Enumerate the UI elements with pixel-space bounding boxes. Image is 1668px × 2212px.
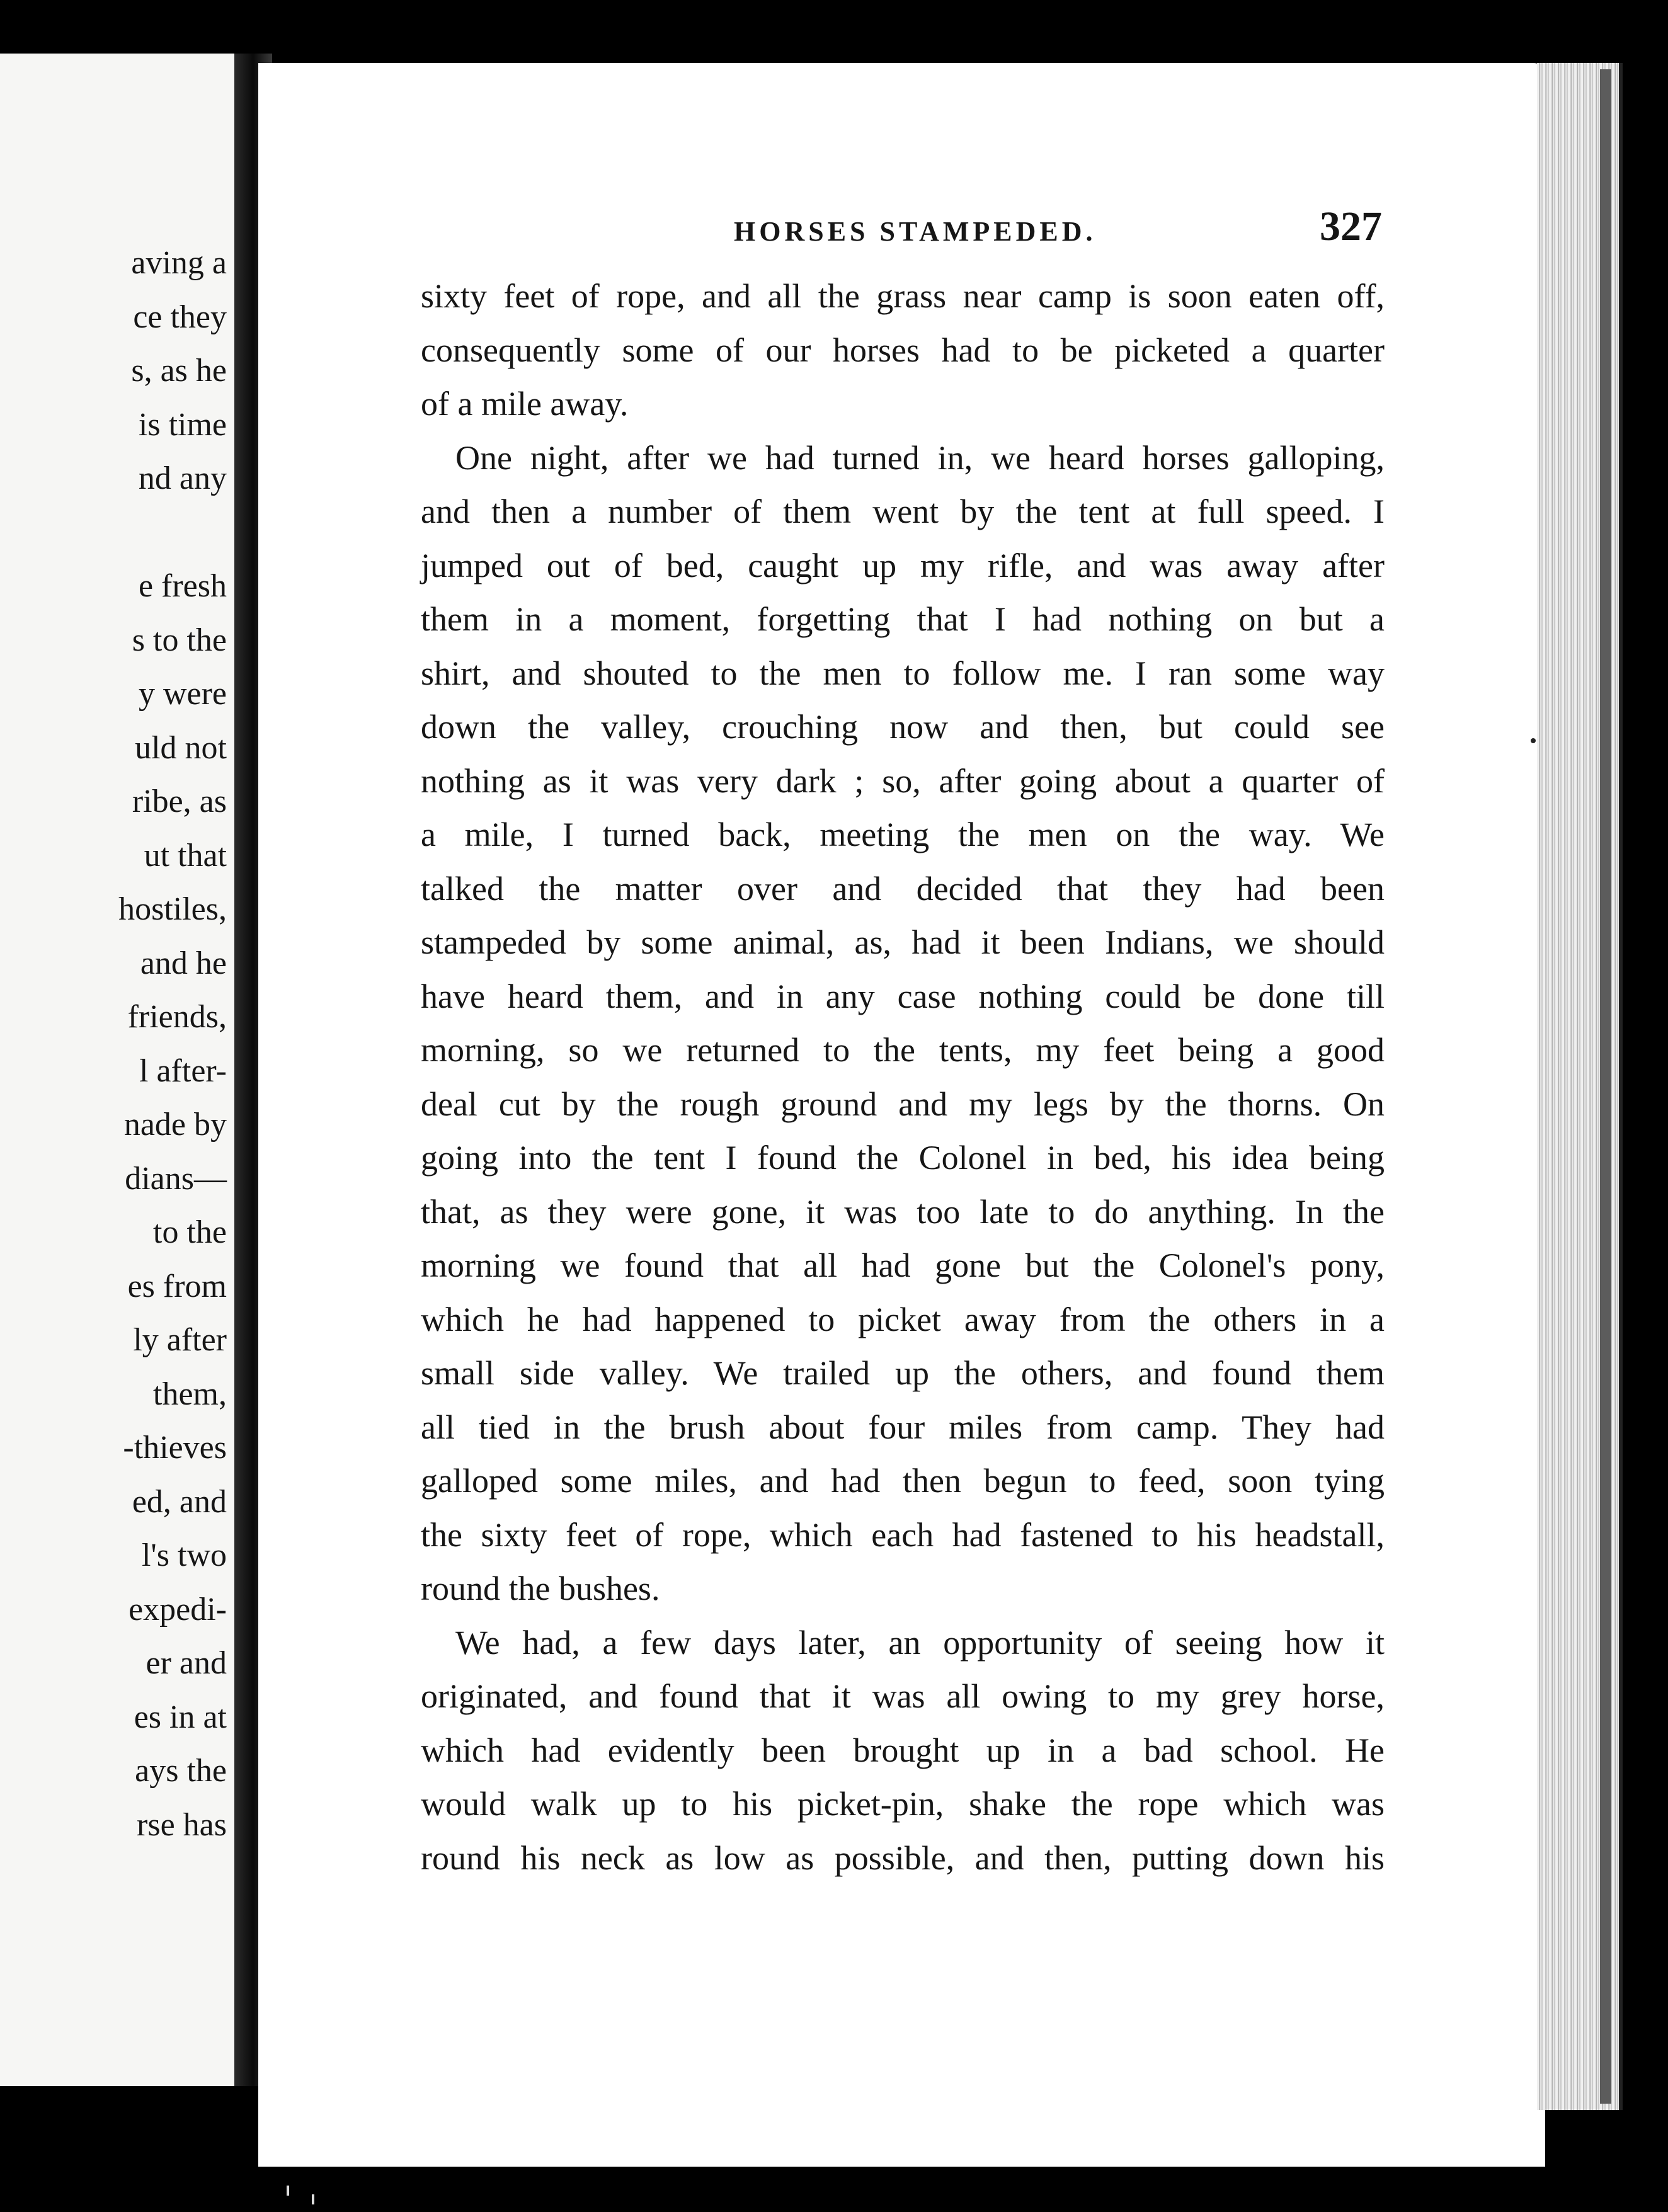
left-text-fragment: ed, and (132, 1483, 227, 1520)
margin-speck (1531, 738, 1536, 743)
left-text-fragment: es in at (134, 1699, 227, 1735)
text-line: the sixty feet of rope, which each had fastened to his headstall, (421, 1515, 1385, 1554)
text-line: all tied in the brush about four miles from camp. They had (421, 1408, 1385, 1446)
text-line: have heard them, and in any case nothing could be done till (421, 977, 1385, 1015)
text-line: small side valley. We trailed up the others, and found them (421, 1354, 1385, 1392)
text-line: originated, and found that it was all owing to my grey horse, (421, 1677, 1385, 1715)
left-text-fragment: s to the (132, 622, 227, 658)
text-line: them in a moment, forgetting that I had nothing on but a (421, 600, 1385, 638)
left-text-fragment: uld not (135, 729, 227, 766)
text-line: talked the matter over and decided that they had been (421, 869, 1385, 908)
left-facing-page (0, 54, 234, 2086)
left-text-fragment: hostiles, (118, 891, 227, 927)
left-text-fragment: ut that (144, 837, 227, 874)
text-line: a mile, I turned back, meeting the men on the way. We (421, 816, 1385, 853)
text-line: round his neck as low as possible, and then, putting down his (421, 1839, 1385, 1877)
text-line: down the valley, crouching now and then, but could see (421, 708, 1385, 746)
page-header (258, 203, 1545, 266)
page-number: 327 (1320, 203, 1382, 249)
left-text-fragment: es from (127, 1268, 227, 1304)
left-text-fragment: ly after (133, 1322, 227, 1358)
text-line: going into the tent I found the Colonel in bed, his idea being (421, 1139, 1385, 1177)
text-line: morning we found that all had gone but the Colonel's pony, (421, 1246, 1385, 1284)
text-line: round the bushes. (421, 1570, 660, 1607)
left-text-fragment: dians— (125, 1160, 227, 1197)
left-text-fragment: them, (153, 1376, 227, 1412)
text-line: and then a number of them went by the tent at full speed. I (421, 493, 1385, 530)
left-text-fragment: l's two (141, 1537, 227, 1573)
text-line: deal cut by the rough ground and my legs by the thorns. On (421, 1085, 1385, 1123)
text-line: nothing as it was very dark ; so, after going about a quarter of (421, 761, 1385, 800)
text-line: consequently some of our horses had to be picketed a quarter (421, 331, 1385, 369)
paragraph-start: We had, a few days later, an opportunity of seeing how it (455, 1623, 1385, 1662)
text-line: which he had happened to picket away from the others in a (421, 1300, 1385, 1338)
text-line: morning, so we returned to the tents, my feet being a good (421, 1031, 1385, 1069)
left-text-fragment: rse has (137, 1806, 227, 1843)
left-text-fragment: ce they (133, 299, 227, 335)
left-text-fragment: expedi- (129, 1591, 227, 1628)
left-text-fragment: is time (138, 406, 227, 443)
running-head: HORSES STAMPEDED. (734, 216, 1097, 247)
right-page (258, 63, 1545, 2167)
text-line: of a mile away. (421, 385, 629, 423)
text-line: which had evidently been brought up in a bad school. He (421, 1731, 1385, 1769)
paragraph-start: One night, after we had turned in, we heard horses galloping, (455, 438, 1385, 477)
text-line: stampeded by some animal, as, had it been Indians, we should (421, 923, 1385, 961)
text-line: sixty feet of rope, and all the grass near camp is soon eaten off, (421, 277, 1385, 315)
left-text-fragment: friends, (127, 999, 227, 1035)
left-text-fragment: l after- (139, 1052, 227, 1089)
left-text-fragment: y were (138, 676, 227, 712)
text-line: galloped some miles, and had then begun to feed, soon tying (421, 1462, 1385, 1500)
left-text-fragment: s, as he (131, 353, 227, 389)
text-line: that, as they were gone, it was too late to do anything. In the (421, 1192, 1385, 1231)
left-text-fragment: ays the (135, 1753, 227, 1789)
page-edge-shadow (1600, 69, 1611, 2104)
scan-marks (287, 2186, 306, 2204)
left-text-fragment: aving a (131, 245, 227, 281)
left-text-fragment: e fresh (138, 568, 227, 604)
left-text-fragment: er and (146, 1645, 227, 1681)
body-text (421, 270, 1385, 1885)
text-line: shirt, and shouted to the men to follow me. I ran some way (421, 654, 1385, 692)
left-text-fragment: to the (153, 1214, 227, 1250)
left-text-fragment: nd any (138, 460, 227, 496)
left-text-fragment: nade by (123, 1107, 227, 1143)
left-text-fragment: and he (140, 945, 227, 981)
text-line: jumped out of bed, caught up my rifle, and was away after (421, 546, 1385, 584)
text-line: would walk up to his picket-pin, shake the rope which was (421, 1785, 1385, 1823)
left-text-fragment: -thieves (123, 1430, 227, 1466)
left-text-fragment: ribe, as (132, 784, 227, 819)
